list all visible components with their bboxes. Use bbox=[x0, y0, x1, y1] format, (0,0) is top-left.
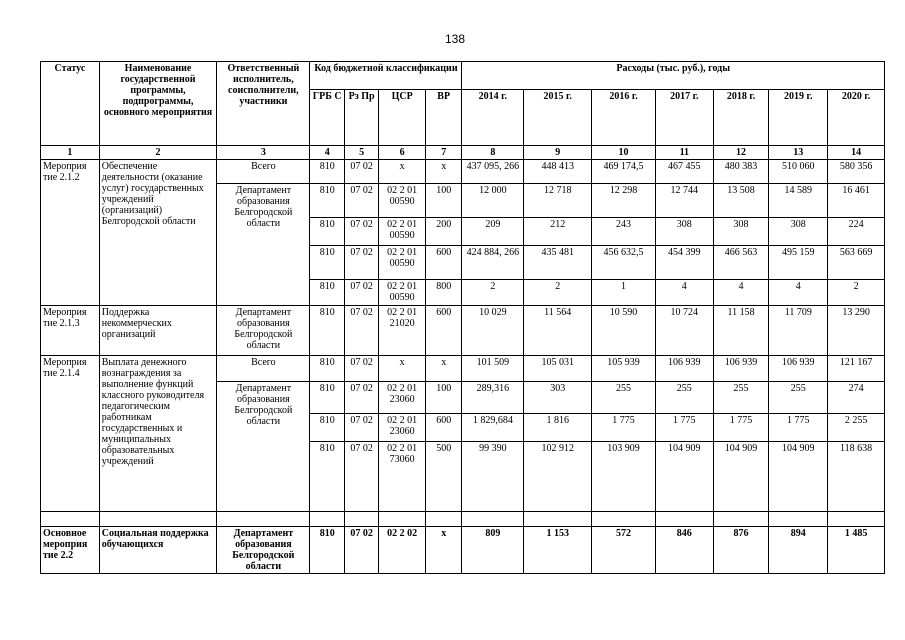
expense-cell: 2 255 bbox=[828, 414, 885, 442]
column-number: 2 bbox=[99, 146, 217, 160]
budget-code-cell: 810 bbox=[310, 414, 344, 442]
budget-code-cell: 02 2 01 00590 bbox=[379, 184, 426, 218]
executor-cell: Всего bbox=[217, 356, 310, 382]
table-row bbox=[41, 160, 885, 184]
budget-code-cell: 800 bbox=[425, 280, 462, 306]
expense-cell: 846 bbox=[655, 527, 713, 574]
header-code-csr: ЦСР bbox=[379, 90, 426, 146]
table-body bbox=[41, 160, 885, 574]
budget-code-cell: 07 02 bbox=[344, 306, 378, 356]
budget-code-cell: 07 02 bbox=[344, 160, 378, 184]
table-header bbox=[41, 62, 885, 160]
budget-code-cell: 810 bbox=[310, 527, 344, 574]
expense-cell: 11 564 bbox=[524, 306, 592, 356]
expense-cell: 2 bbox=[828, 280, 885, 306]
column-number: 10 bbox=[592, 146, 656, 160]
column-number: 5 bbox=[344, 146, 378, 160]
header-year: 2014 г. bbox=[462, 90, 524, 146]
table-row bbox=[41, 306, 885, 356]
expense-cell: 1 485 bbox=[828, 527, 885, 574]
header-year: 2019 г. bbox=[769, 90, 828, 146]
budget-code-cell: 810 bbox=[310, 160, 344, 184]
budget-code-cell: 02 2 02 bbox=[379, 527, 426, 574]
expense-cell: 580 356 bbox=[828, 160, 885, 184]
expense-cell: 224 bbox=[828, 218, 885, 246]
budget-code-cell: 810 bbox=[310, 382, 344, 414]
expense-cell: 308 bbox=[769, 218, 828, 246]
expense-cell: 255 bbox=[713, 382, 769, 414]
status-cell: Мероприя тие 2.1.2 bbox=[41, 160, 100, 306]
spacer-cell bbox=[310, 512, 344, 527]
budget-code-cell: 07 02 bbox=[344, 218, 378, 246]
budget-code-cell: 600 bbox=[425, 414, 462, 442]
spacer-cell bbox=[462, 512, 524, 527]
page-number: 138 bbox=[444, 32, 466, 46]
expense-cell: 104 909 bbox=[655, 442, 713, 512]
budget-code-cell: 02 2 01 00590 bbox=[379, 218, 426, 246]
budget-code-cell: 02 2 01 23060 bbox=[379, 382, 426, 414]
budget-code-cell: 07 02 bbox=[344, 280, 378, 306]
expense-cell: 1 153 bbox=[524, 527, 592, 574]
expense-cell: 809 bbox=[462, 527, 524, 574]
budget-code-cell: 600 bbox=[425, 246, 462, 280]
budget-code-cell: 02 2 01 21020 bbox=[379, 306, 426, 356]
expense-cell: 212 bbox=[524, 218, 592, 246]
header-year: 2016 г. bbox=[592, 90, 656, 146]
expense-cell: 121 167 bbox=[828, 356, 885, 382]
header-code-grbs: ГРБ С bbox=[310, 90, 344, 146]
column-number: 1 bbox=[41, 146, 100, 160]
budget-code-cell: 810 bbox=[310, 246, 344, 280]
header-year: 2015 г. bbox=[524, 90, 592, 146]
expense-cell: 456 632,5 bbox=[592, 246, 656, 280]
expense-cell: 106 939 bbox=[713, 356, 769, 382]
expense-cell: 876 bbox=[713, 527, 769, 574]
budget-code-cell: 810 bbox=[310, 306, 344, 356]
expense-cell: 454 399 bbox=[655, 246, 713, 280]
budget-code-cell: х bbox=[425, 527, 462, 574]
column-number: 11 bbox=[655, 146, 713, 160]
expense-cell: 255 bbox=[769, 382, 828, 414]
column-number: 3 bbox=[217, 146, 310, 160]
expense-cell: 1 829,684 bbox=[462, 414, 524, 442]
expense-cell: 11 709 bbox=[769, 306, 828, 356]
program-name-cell: Выплата денежного вознаграждения за выполнение функций классного руководителя педагогическим работникам государственных и муниципальных образовательных учреждений bbox=[99, 356, 217, 512]
budget-code-cell: 810 bbox=[310, 280, 344, 306]
expense-cell: 101 509 bbox=[462, 356, 524, 382]
budget-code-cell: х bbox=[379, 356, 426, 382]
column-number: 14 bbox=[828, 146, 885, 160]
header-name: Наименование государственной программы, подпрограммы, основного мероприятия bbox=[99, 62, 217, 146]
status-cell: Мероприя тие 2.1.3 bbox=[41, 306, 100, 356]
spacer-cell bbox=[99, 512, 217, 527]
expense-cell: 469 174,5 bbox=[592, 160, 656, 184]
budget-code-cell: 810 bbox=[310, 218, 344, 246]
executor-cell: Департамент образования Белгородской области bbox=[217, 306, 310, 356]
expense-cell: 102 912 bbox=[524, 442, 592, 512]
expense-cell: 104 909 bbox=[713, 442, 769, 512]
expense-cell: 308 bbox=[655, 218, 713, 246]
column-number: 13 bbox=[769, 146, 828, 160]
expense-cell: 10 029 bbox=[462, 306, 524, 356]
spacer-cell bbox=[713, 512, 769, 527]
spacer-cell bbox=[592, 512, 656, 527]
expense-cell: 4 bbox=[713, 280, 769, 306]
budget-code-cell: 02 2 01 23060 bbox=[379, 414, 426, 442]
expense-cell: 437 095, 266 bbox=[462, 160, 524, 184]
expense-cell: 12 298 bbox=[592, 184, 656, 218]
expense-cell: 99 390 bbox=[462, 442, 524, 512]
expense-cell: 14 589 bbox=[769, 184, 828, 218]
spacer-cell bbox=[217, 512, 310, 527]
budget-code-cell: 100 bbox=[425, 184, 462, 218]
expense-cell: 894 bbox=[769, 527, 828, 574]
program-name-cell: Социальная поддержка обучающихся bbox=[99, 527, 217, 574]
expense-cell: 448 413 bbox=[524, 160, 592, 184]
spacer-row bbox=[41, 512, 885, 527]
spacer-cell bbox=[41, 512, 100, 527]
expense-cell: 12 000 bbox=[462, 184, 524, 218]
header-status: Статус bbox=[41, 62, 100, 146]
expense-cell: 103 909 bbox=[592, 442, 656, 512]
spacer-cell bbox=[425, 512, 462, 527]
program-name-cell: Поддержка некоммерческих организаций bbox=[99, 306, 217, 356]
expense-cell: 303 bbox=[524, 382, 592, 414]
expense-cell: 106 939 bbox=[655, 356, 713, 382]
budget-code-cell: 07 02 bbox=[344, 527, 378, 574]
header-year: 2017 г. bbox=[655, 90, 713, 146]
column-number: 7 bbox=[425, 146, 462, 160]
expense-cell: 1 775 bbox=[713, 414, 769, 442]
column-number: 12 bbox=[713, 146, 769, 160]
expense-cell: 495 159 bbox=[769, 246, 828, 280]
spacer-cell bbox=[828, 512, 885, 527]
expense-cell: 4 bbox=[655, 280, 713, 306]
program-name-cell: Обеспечение деятельности (оказание услуг) государственных учреждений (организаций) Белгородской области bbox=[99, 160, 217, 306]
budget-code-cell: 07 02 bbox=[344, 184, 378, 218]
expense-cell: 255 bbox=[592, 382, 656, 414]
expense-cell: 12 744 bbox=[655, 184, 713, 218]
status-cell: Основное мероприя тие 2.2 bbox=[41, 527, 100, 574]
expense-cell: 10 590 bbox=[592, 306, 656, 356]
expense-cell: 11 158 bbox=[713, 306, 769, 356]
expense-cell: 4 bbox=[769, 280, 828, 306]
budget-code-cell: 07 02 bbox=[344, 382, 378, 414]
table-row bbox=[41, 527, 885, 574]
expense-cell: 12 718 bbox=[524, 184, 592, 218]
column-number: 4 bbox=[310, 146, 344, 160]
budget-code-cell: 07 02 bbox=[344, 442, 378, 512]
column-number-row bbox=[41, 146, 885, 160]
expense-cell: 424 884, 266 bbox=[462, 246, 524, 280]
expense-cell: 466 563 bbox=[713, 246, 769, 280]
budget-code-cell: 07 02 bbox=[344, 246, 378, 280]
spacer-cell bbox=[344, 512, 378, 527]
budget-code-cell: 200 bbox=[425, 218, 462, 246]
header-code-vr: ВР bbox=[425, 90, 462, 146]
expense-cell: 10 724 bbox=[655, 306, 713, 356]
column-number: 6 bbox=[379, 146, 426, 160]
status-cell: Мероприя тие 2.1.4 bbox=[41, 356, 100, 512]
budget-code-cell: 810 bbox=[310, 184, 344, 218]
expense-cell: 2 bbox=[462, 280, 524, 306]
expense-cell: 1 775 bbox=[769, 414, 828, 442]
expense-cell: 274 bbox=[828, 382, 885, 414]
header-code-rzpr: Рз Пр bbox=[344, 90, 378, 146]
budget-code-cell: 100 bbox=[425, 382, 462, 414]
expense-cell: 1 bbox=[592, 280, 656, 306]
executor-cell: Департамент образования Белгородской области bbox=[217, 184, 310, 306]
column-number: 9 bbox=[524, 146, 592, 160]
budget-code-cell: 810 bbox=[310, 442, 344, 512]
budget-code-cell: 600 bbox=[425, 306, 462, 356]
expense-cell: 13 508 bbox=[713, 184, 769, 218]
expense-cell: 13 290 bbox=[828, 306, 885, 356]
expense-cell: 105 939 bbox=[592, 356, 656, 382]
spacer-cell bbox=[379, 512, 426, 527]
expense-cell: 467 455 bbox=[655, 160, 713, 184]
spacer-cell bbox=[524, 512, 592, 527]
expense-cell: 1 816 bbox=[524, 414, 592, 442]
spacer-cell bbox=[655, 512, 713, 527]
expense-cell: 510 060 bbox=[769, 160, 828, 184]
budget-code-cell: 02 2 01 00590 bbox=[379, 246, 426, 280]
expense-cell: 563 669 bbox=[828, 246, 885, 280]
expense-cell: 480 383 bbox=[713, 160, 769, 184]
budget-code-cell: 810 bbox=[310, 356, 344, 382]
executor-cell: Всего bbox=[217, 160, 310, 184]
expense-cell: 16 461 bbox=[828, 184, 885, 218]
executor-cell: Департамент образования Белгородской области bbox=[217, 527, 310, 574]
expense-cell: 209 bbox=[462, 218, 524, 246]
expense-cell: 255 bbox=[655, 382, 713, 414]
spacer-cell bbox=[769, 512, 828, 527]
header-budget-code: Код бюджетной классификации bbox=[310, 62, 462, 90]
budget-code-cell: х bbox=[379, 160, 426, 184]
expense-cell: 572 bbox=[592, 527, 656, 574]
expense-cell: 118 638 bbox=[828, 442, 885, 512]
budget-code-cell: 02 2 01 00590 bbox=[379, 280, 426, 306]
expense-cell: 308 bbox=[713, 218, 769, 246]
budget-code-cell: 02 2 01 73060 bbox=[379, 442, 426, 512]
budget-code-cell: х bbox=[425, 356, 462, 382]
header-year: 2018 г. bbox=[713, 90, 769, 146]
expense-cell: 243 bbox=[592, 218, 656, 246]
expense-cell: 1 775 bbox=[592, 414, 656, 442]
expense-cell: 2 bbox=[524, 280, 592, 306]
budget-table bbox=[40, 61, 885, 574]
executor-cell: Департамент образования Белгородской области bbox=[217, 382, 310, 512]
header-expenses: Расходы (тыс. руб.), годы bbox=[462, 62, 885, 90]
header-executor: Ответственный исполнитель, соисполнители, участники bbox=[217, 62, 310, 146]
table-row bbox=[41, 356, 885, 382]
expense-cell: 106 939 bbox=[769, 356, 828, 382]
expense-cell: 104 909 bbox=[769, 442, 828, 512]
budget-code-cell: 07 02 bbox=[344, 414, 378, 442]
expense-cell: 289,316 bbox=[462, 382, 524, 414]
budget-code-cell: 500 bbox=[425, 442, 462, 512]
budget-code-cell: х bbox=[425, 160, 462, 184]
expense-cell: 1 775 bbox=[655, 414, 713, 442]
expense-cell: 105 031 bbox=[524, 356, 592, 382]
expense-cell: 435 481 bbox=[524, 246, 592, 280]
budget-code-cell: 07 02 bbox=[344, 356, 378, 382]
header-year: 2020 г. bbox=[828, 90, 885, 146]
column-number: 8 bbox=[462, 146, 524, 160]
